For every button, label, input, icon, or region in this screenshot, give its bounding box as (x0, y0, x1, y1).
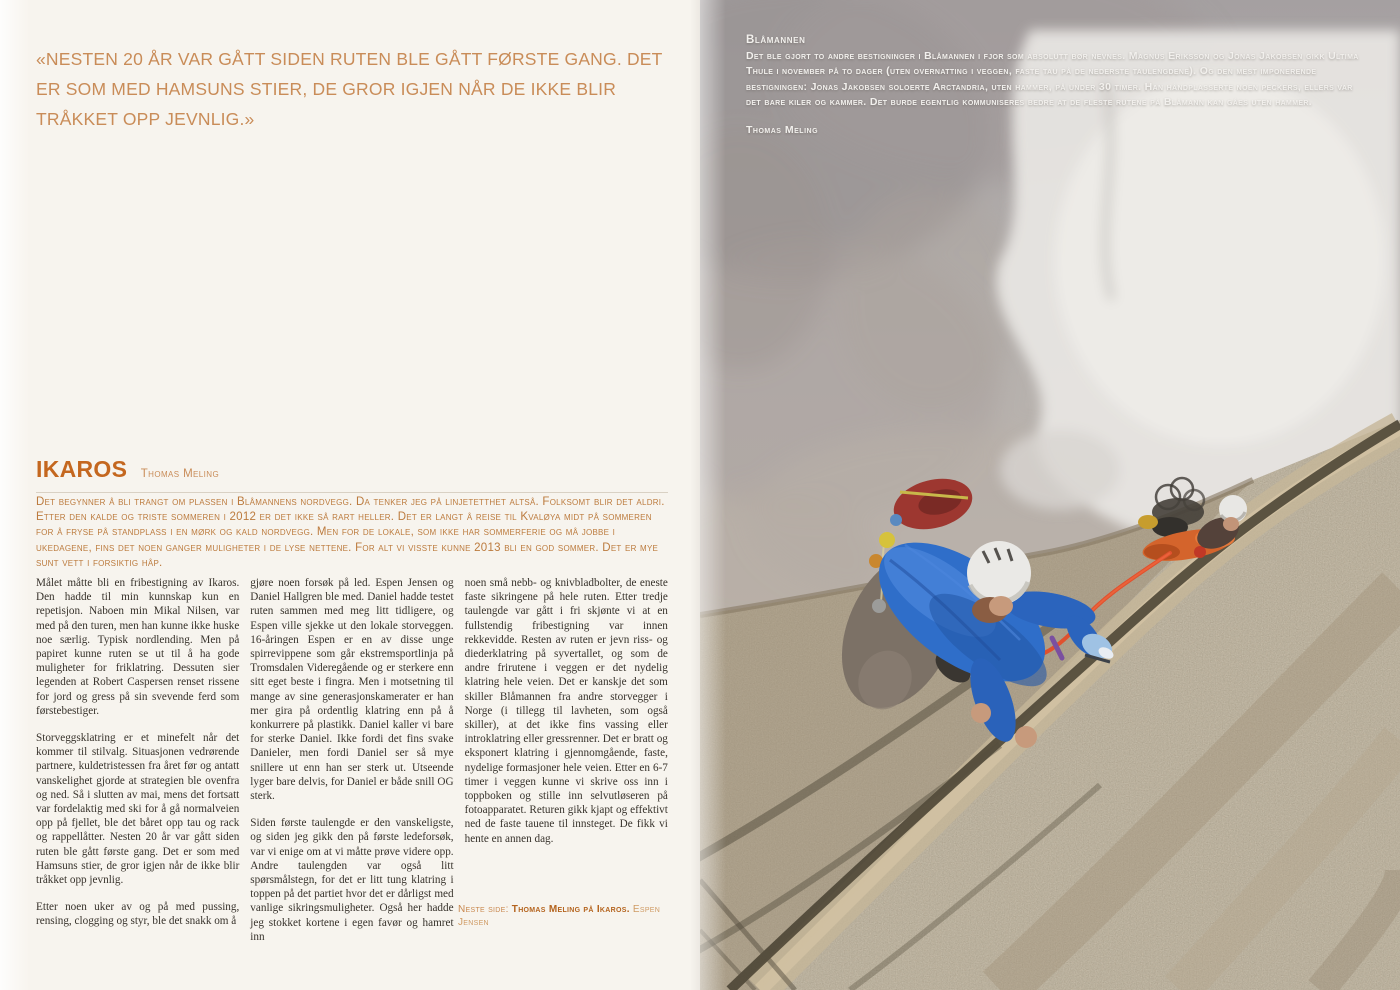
body-paragraph: Siden første taulengde er den vanskeligste, og siden jeg gikk den på første ledeforsøk, var vi enige om at vi måtte prøve videre opp. Andre taulengden var også litt spørsmålstegn, for det er litt tung klatring i toppen på det partiet hvor det er dårligst med vanlige sikringsmuligheter. Også her hadde jeg stokket kortene i egen favør og hamret inn (250, 817, 454, 943)
photo-note-body: Det ble gjort to andre bestigninger i Blåmannen i fjor som absolutt bør nevnes. Magnus Eriksson og Jonas Jakobsen gikk Ultima Thule i november på to dager (uten overnatting i veggen, faste tau på de nederste taulengdene). Og den mest imponerende bestigningen: Jonas Jakobsen soloerte Arctandria, uten hammer, på under 30 timer. Han håndplasserte noen peckers, ellers var det bare kiler og kammer. Det burde egentlig kommuniseres bedre at de fleste rutene på Blåmann kan gåes uten hammer. (746, 50, 1359, 108)
climber-hand-right (1015, 726, 1037, 748)
column-3 (465, 576, 668, 957)
article-title: IKAROS (36, 456, 128, 482)
caption-photo-credit: Espen Jensen (458, 904, 661, 928)
body-columns (36, 576, 668, 957)
column-1 (36, 576, 239, 957)
climber-hand-left (971, 703, 991, 723)
photo-note (746, 34, 1362, 136)
caption-label: Neste side: (458, 904, 509, 915)
body-paragraph: noen små nebb- og knivbladbolter, de eneste faste sikringene på hele ruten. Etter tredje taulengde var gått i fri skjønte vi at en fullstendig fribestigning var innen rekkevidde. Resten av ruten er jevn riss- og diederklatring på syvertallet, og som de andre frirutene i veggen er det nydelig klatring hele veien. Det er kanskje det som skiller Blåmannen fra andre storvegger i Norge (i tillegg til lavheten, som også skiller), at det ikke fins vassing eller introklatring eller gressrenner. Det er bratt og eksponert klatring i gjennomgående, faste, nydelige formasjoner hele veien. Etter en 6-7 timer i veggen kunne vi skrive oss inn i toppboken og stille inn selvutløseren på fotoapparatet. Returen gikk kjapt og effektivt ned de faste tauene til innsteget. De fikk vi hente en annen dag. (464, 577, 668, 845)
photo-page (700, 0, 1400, 990)
climber-face (989, 596, 1013, 616)
photo-note-byline: Thomas Meling (746, 124, 819, 137)
body-paragraph: gjøre noen forsøk på led. Espen Jensen og Daniel Hallgren ble med. Daniel hadde testet ruten sammen med meg litt tidligere, og Espen ville sjekke ut den lokale storveggen. 16-åringen Espen er en av disse unge spirrevippene som går ekstremsportlinja på Tromsdalen Videregående og er sterkere enn sitt eget beste i fingra. Men i motsetning til mange av sine generasjonskamerater er han mer gira på ordentlig klatring enn på å konkurrere på plastikk. Daniel kaller vi bare for sterke Daniel. Ikke fordi det fins svake Danieler, men fordi Daniel ser så mye snillere ut enn han ser sterk ut. Utseende lyger bare delvis, for Daniel er både snill OG sterk. (250, 577, 454, 803)
body-paragraph: Etter noen uker av og på med pussing, rensing, clogging og styr, ble det snakk om å (36, 901, 240, 928)
climbing-photo (700, 0, 1400, 990)
article-byline: Thomas Meling (140, 468, 220, 480)
belayer-face (1223, 517, 1239, 531)
column-2 (250, 576, 453, 957)
body-paragraph: Storveggsklatring er et minefelt når det kommer til stilvalg. Situasjonen vedrørende partnere, kuldetristessen fra året før og antatt vanskelighet gjorde at strategien ble ovenfra og ned. Så i slutten av mai, mens det fortsatt var fordelaktig med ski for å gå normalveien opp på fjellet, ble det båret opp tau og rack og rappellåtter. Nesten 20 år var gått siden ruten ble gått første gang. Det er som med Hamsuns stier, de gror igjen når de ikke blir tråkket opp jevnlig. (36, 732, 240, 887)
caption-subject: Thomas Meling på Ikaros. (511, 904, 630, 915)
pull-quote: «NESTEN 20 ÅR VAR GÅTT SIDEN RUTEN BLE GÅTT FØRSTE GANG. DET ER SOM MED HAMSUNS STIER, DE GROR IGJEN NÅR DE IKKE BLIR TRÅKKET OPP JEVNLIG.» (36, 49, 663, 129)
next-page-caption (458, 903, 666, 929)
article-header (36, 456, 668, 493)
page-gutter-light (700, 0, 726, 990)
body-paragraph: Målet måtte bli en fribestigning av Ikaros. Den hadde til min kunnskap kun en repetisjon. Naboen min Mikal Nilsen, var med på den turen, men han kunne ikke huske noe særlig. Typisk nordlending. Men på papiret kunne ruten se ut til å ha gode muligheter for friklatring. Dessuten sier legenden at Robert Caspersen renset rissene for jord og gress på sin svevende ferd som førstebestiger. (36, 577, 240, 717)
intro-paragraph: Det begynner å bli trangt om plassen i Blåmannens nordvegg. Da tenker jeg på linjetetthet altså. Folksomt blir det aldri. Etter den kalde og triste sommeren i 2012 er det ikke så rart heller. Det er langt å reise til Kvaløya midt på sommeren for å fryse på standplass i en mørk og kald nordvegg. Men for de lokale, som ikke har sommerferie og må jobbe i ukedagene, fins det noen ganger muligheter i de lyse nettene. For alt vi visste kunne 2013 bli en god sommer. Det er mye sunt vett i forsiktig håp. (36, 496, 665, 569)
photo-note-title: Blåmannen (746, 34, 806, 46)
